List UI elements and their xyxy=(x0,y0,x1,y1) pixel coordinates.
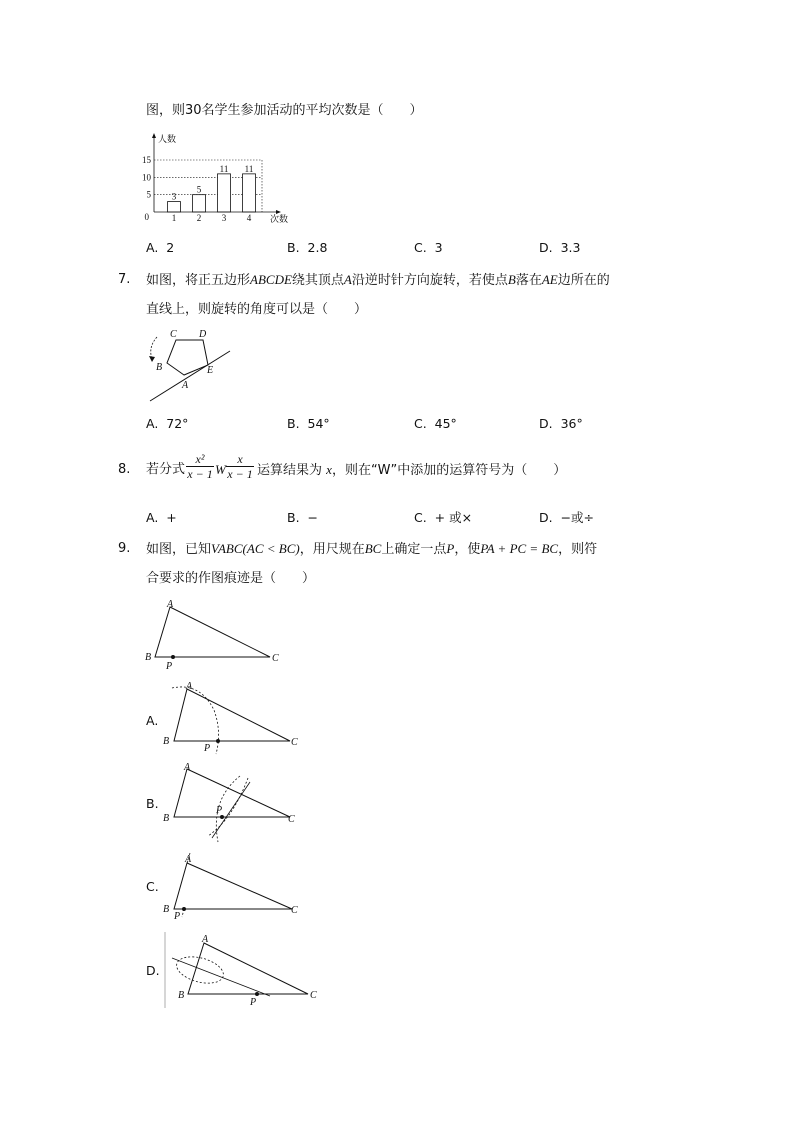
label-c: C xyxy=(170,329,177,340)
svg-text:P: P xyxy=(174,911,181,922)
svg-text:P: P xyxy=(166,661,173,672)
bar-value-label: 5 xyxy=(196,184,202,195)
q8-option-c[interactable]: C. + 或× xyxy=(414,510,473,525)
line-ae xyxy=(150,351,230,401)
point-p xyxy=(171,655,175,659)
svg-text:B: B xyxy=(163,904,170,915)
q7-pentagon-figure xyxy=(140,325,240,405)
svg-text:P: P xyxy=(250,997,257,1008)
rotation-arrowhead xyxy=(149,356,155,362)
q6-bar-chart xyxy=(140,130,300,226)
svg-text:P: P xyxy=(204,743,211,754)
x-tick-label: 3 xyxy=(221,213,227,223)
bar-value-label: 11 xyxy=(219,163,229,174)
q7-line1: 如图，将正五边形ABCDE绕其顶点A沿逆时针方向旋转，若使点B落在AE边所在的 xyxy=(146,272,610,288)
x-tick-label: 2 xyxy=(196,213,202,223)
svg-text:A: A xyxy=(167,599,174,610)
x-tick-label: 1 xyxy=(171,213,177,223)
bar-3 xyxy=(218,174,231,212)
q9-option-b[interactable]: B. xyxy=(146,796,159,811)
svg-text:A: A xyxy=(202,934,209,945)
bar-value-label: 3 xyxy=(171,191,177,202)
svg-text:A: A xyxy=(184,762,191,773)
q7-option-c[interactable]: C. 45° xyxy=(414,416,457,431)
q8-operator: W xyxy=(215,462,226,477)
y-axis-arrow xyxy=(152,133,156,138)
q8-option-d[interactable]: D. −或÷ xyxy=(539,510,595,525)
q7-number: 7. xyxy=(118,272,131,287)
q9-option-c-figure xyxy=(160,850,310,925)
svg-text:P: P xyxy=(216,805,223,816)
svg-text:C: C xyxy=(310,990,317,1001)
label-a: A xyxy=(182,380,189,391)
bar-1 xyxy=(168,202,181,212)
bar-2 xyxy=(193,195,206,212)
label-e: E xyxy=(207,365,214,376)
q9-option-d[interactable]: D. xyxy=(146,963,160,978)
rotation-arrow xyxy=(151,337,157,359)
q9-line2: 合要求的作图痕迹是（ ） xyxy=(146,571,316,586)
svg-text:A: A xyxy=(186,681,193,692)
x-axis-label: 次数 xyxy=(270,214,289,224)
svg-text:C: C xyxy=(288,814,295,825)
svg-text:C: C xyxy=(272,653,279,664)
q8-fraction-2 xyxy=(226,452,254,482)
y-tick-label: 15 xyxy=(142,155,151,165)
q8-num1: x² xyxy=(195,452,205,466)
bar-value-label: 11 xyxy=(244,163,254,174)
q9-option-d-figure xyxy=(160,930,330,1010)
origin-label: 0 xyxy=(144,212,149,222)
q9-option-b-figure xyxy=(160,760,310,850)
q8-prefix: 若分式 xyxy=(146,462,186,477)
q6-stem: 图，则30名学生参加活动的平均次数是（ ） xyxy=(146,103,423,118)
q8-option-a[interactable]: A. + xyxy=(146,510,177,525)
svg-text:C: C xyxy=(291,737,298,748)
svg-text:A: A xyxy=(185,854,192,865)
q7-option-a[interactable]: A. 72° xyxy=(146,416,189,431)
y-axis-label: 人数 xyxy=(158,134,177,144)
q9-option-a[interactable]: A. xyxy=(146,713,159,728)
q9-line1: 如图，已知VABC(AC < BC)，用尺规在BC上确定一点P，使PA + PC = BC，则符 xyxy=(146,541,598,557)
q6-option-a[interactable]: A. 2 xyxy=(146,240,175,255)
q6-option-b[interactable]: B. 2.8 xyxy=(287,240,328,255)
q8-den1: x − 1 xyxy=(187,467,213,481)
q8-num2: x xyxy=(237,452,243,466)
q6-option-d[interactable]: D. 3.3 xyxy=(539,240,581,255)
q9-number: 9. xyxy=(118,541,131,556)
q6-option-c[interactable]: C. 3 xyxy=(414,240,443,255)
pentagon xyxy=(167,340,208,375)
label-b: B xyxy=(156,362,163,373)
q8-fraction-1 xyxy=(186,452,214,482)
y-tick-label: 5 xyxy=(146,189,151,200)
svg-text:B: B xyxy=(178,990,185,1001)
q8-number: 8. xyxy=(118,462,131,477)
svg-text:B: B xyxy=(163,813,170,824)
q7-option-b[interactable]: B. 54° xyxy=(287,416,330,431)
q8-den2: x − 1 xyxy=(227,467,253,481)
x-tick-label: 4 xyxy=(246,213,252,223)
svg-text:C: C xyxy=(291,905,298,916)
q9-option-c[interactable]: C. xyxy=(146,879,159,894)
q7-line2: 直线上，则旋转的角度可以是（ ） xyxy=(146,302,368,317)
svg-text:B: B xyxy=(163,736,170,747)
q9-reference-triangle xyxy=(140,598,290,673)
bar-4 xyxy=(243,174,256,212)
label-d: D xyxy=(199,329,207,340)
q7-option-d[interactable]: D. 36° xyxy=(539,416,583,431)
svg-text:B: B xyxy=(145,652,152,663)
y-tick-label: 10 xyxy=(142,172,151,183)
q8-option-b[interactable]: B. − xyxy=(287,510,318,525)
q8-rest: 运算结果为 x，则在“W”中添加的运算符号为（ ） xyxy=(257,462,567,478)
